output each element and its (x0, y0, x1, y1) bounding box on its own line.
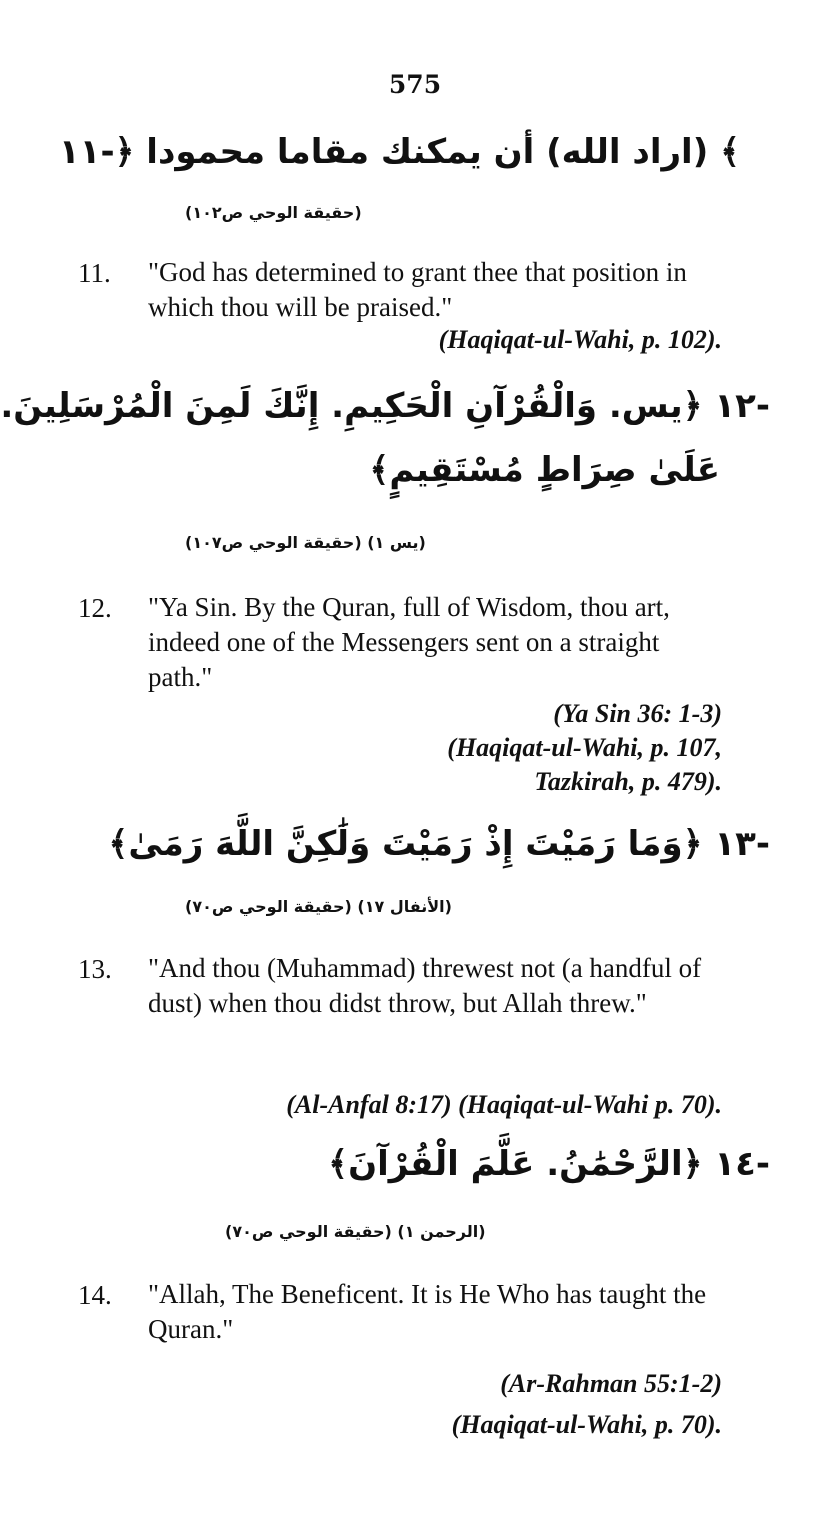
citation-14-line-1: (Ar-Rahman 55:1-2) (500, 1369, 722, 1398)
entry-translation-13: "And thou (Muhammad) threwest not (a handful of dust) when thou didst throw, but Allah threw." (148, 953, 702, 1018)
entry-translation-12: "Ya Sin. By the Quran, full of Wisdom, thou art, indeed one of the Messengers sent on a straight path." (148, 592, 670, 692)
entry-number-14: 14. (78, 1280, 112, 1310)
entry-number-12: 12. (78, 593, 112, 623)
entry-translation-14: "Allah, The Beneficent. It is He Who has taught the Quran." (148, 1279, 707, 1344)
arabic-reference-12: (يس ١) (حقيقة الوحي ص١٠٧) (185, 533, 426, 552)
citation-12-line-2: (Haqiqat-ul-Wahi, p. 107, (447, 733, 722, 762)
citation-13-line-1: (Al-Anfal 8:17) (Haqiqat-ul-Wahi p. 70). (286, 1090, 722, 1119)
arabic-verse-11: ﴾ (اراد الله) أن يمكنك مقاما محمودا ﴿-١١ (58, 132, 740, 172)
arabic-verse-12-line-1: -١٢ ﴿يس. وَالْقُرْآنِ الْحَكِيمِ. إِنَّكَ لَمِنَ الْمُرْسَلِينَ. (0, 386, 770, 426)
citation-14-line-2: (Haqiqat-ul-Wahi, p. 70). (451, 1410, 722, 1439)
page-number: 575 (388, 70, 442, 99)
arabic-verse-12-line-2: عَلَىٰ صِرَاطٍ مُسْتَقِيمٍ﴾ (369, 450, 720, 490)
arabic-reference-13: (الأنفال ١٧) (حقيقة الوحي ص٧٠) (185, 897, 452, 916)
entry-translation-11: "God has determined to grant thee that position in which thou will be praised." (148, 257, 687, 322)
arabic-verse-14: -١٤ ﴿الرَّحْمَٰنُ. عَلَّمَ الْقُرْآنَ﴾ (328, 1144, 770, 1184)
entry-number-11: 11. (78, 258, 111, 288)
citation-12-line-1: (Ya Sin 36: 1-3) (553, 699, 722, 728)
arabic-reference-11: (حقيقة الوحي ص١٠٢) (185, 203, 362, 222)
arabic-verse-13: -١٣ ﴿وَمَا رَمَيْتَ إِذْ رَمَيْتَ وَلَٰكِنَّ اللَّهَ رَمَىٰ﴾ (108, 824, 770, 864)
citation-12-line-3: Tazkirah, p. 479). (534, 767, 722, 796)
citation-11-line-1: (Haqiqat-ul-Wahi, p. 102). (438, 325, 722, 354)
entry-number-13: 13. (78, 954, 112, 984)
arabic-reference-14: (الرحمن ١) (حقيقة الوحي ص٧٠) (225, 1222, 486, 1241)
